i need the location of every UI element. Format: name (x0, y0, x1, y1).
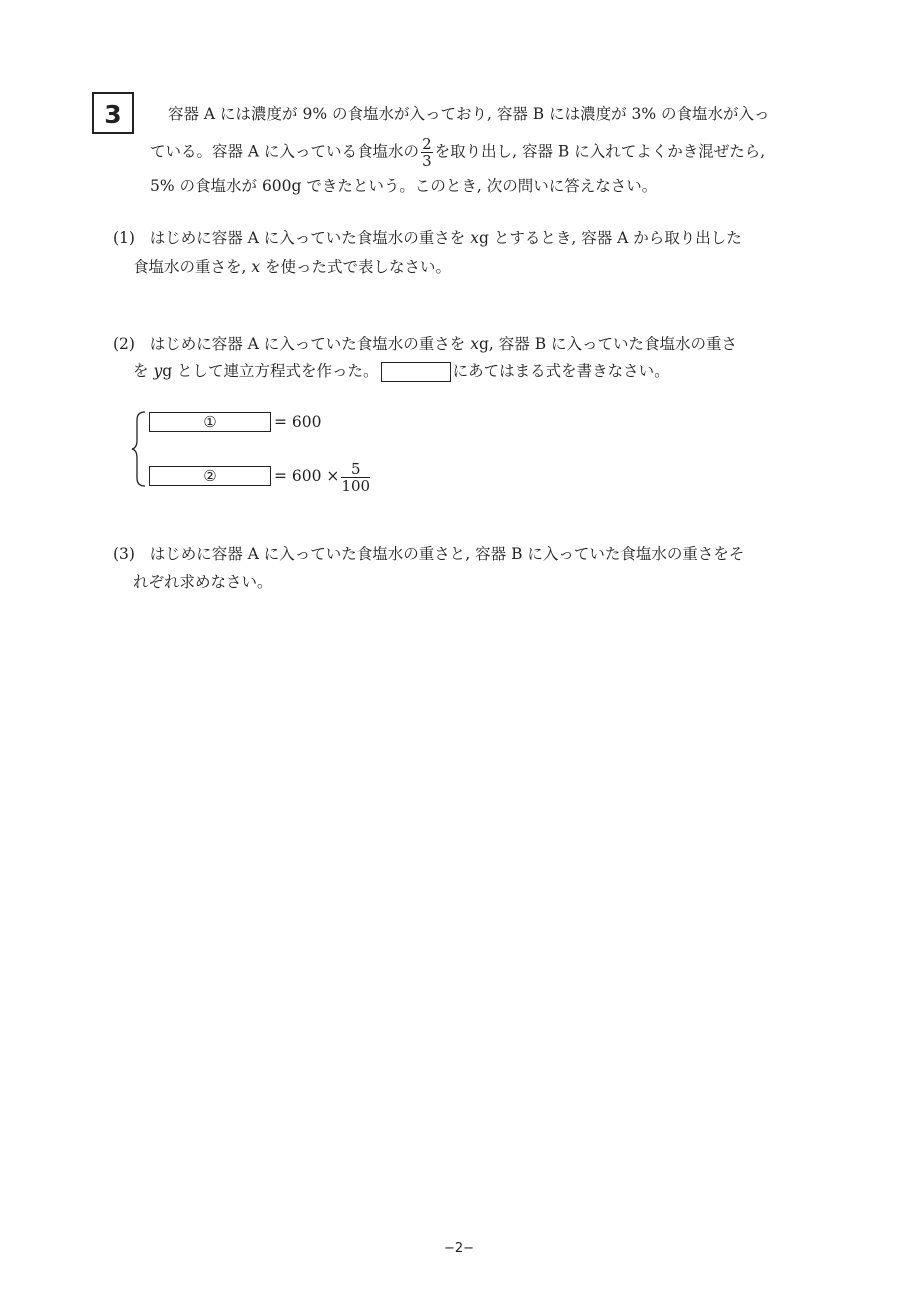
q2-line-1 (113, 334, 737, 354)
variable-x: x (251, 258, 261, 276)
q2-text-c: を (133, 362, 154, 380)
equation-1-mark: ① (203, 413, 217, 431)
equation-2-mark: ② (203, 467, 217, 485)
q2-label: (2) (113, 335, 135, 353)
fraction-numerator: 5 (341, 461, 370, 478)
q1-text-b: g とするとき, 容器 A から取り出した (478, 229, 742, 247)
q2-text-a: はじめに容器 A に入っていた食塩水の重さを (149, 335, 471, 353)
blank-box (381, 362, 451, 382)
q3-line-1 (113, 544, 744, 564)
intro-line-3: 5% の食塩水が 600g できたという。このとき, 次の問いに答えなさい。 (150, 177, 658, 195)
variable-x: x (470, 335, 479, 353)
intro-line-2 (150, 136, 765, 169)
page-number: −2− (444, 1241, 475, 1256)
q1-label: (1) (113, 229, 135, 247)
q1-line-1 (113, 228, 742, 248)
q3-text-a: はじめに容器 A に入っていた食塩水の重さと, 容器 B に入っていた食塩水の重さをそ (149, 545, 745, 563)
q1-text-d: を使った式で表しなさい。 (260, 258, 452, 276)
fraction-denominator: 100 (341, 476, 371, 495)
q1-line-2 (133, 257, 451, 277)
q2-text-e: にあてはまる式を書きなさい。 (452, 362, 670, 380)
q1-text-c: 食塩水の重さを, (133, 258, 252, 276)
fraction-numerator: 2 (422, 135, 432, 153)
q1-text-a: はじめに容器 A に入っていた食塩水の重さを (149, 229, 471, 247)
fraction-two-thirds (421, 136, 433, 169)
q2-text-d: g として連立方程式を作った。 (162, 362, 379, 380)
intro-line-1: 容器 A には濃度が 9% の食塩水が入っており, 容器 B には濃度が 3% の食塩水が入っ (168, 105, 770, 123)
equation-2-rhs-text: = 600 × (274, 467, 340, 485)
variable-x: x (470, 229, 479, 247)
q3-line-2: れぞれ求めなさい。 (133, 573, 273, 591)
left-brace (131, 410, 151, 488)
intro-line-2-after: を取り出し, 容器 B に入れてよくかき混ぜたら, (434, 142, 766, 161)
problem-number-box (92, 92, 134, 134)
equation-2-blank (149, 466, 271, 486)
intro-line-2-before: ている。容器 A に入っている食塩水の (150, 142, 420, 161)
equation-1-rhs: = 600 (274, 413, 322, 431)
variable-y: y (153, 362, 163, 380)
equation-2-rhs (274, 457, 372, 495)
q3-label: (3) (113, 545, 135, 563)
equation-1-blank (149, 412, 271, 432)
q2-text-b: g, 容器 B に入っていた食塩水の重さ (478, 335, 738, 353)
q2-line-2 (133, 361, 670, 382)
fraction-five-hundredths (341, 461, 370, 494)
fraction-denominator: 3 (422, 152, 432, 170)
problem-number: 3 (104, 100, 122, 129)
